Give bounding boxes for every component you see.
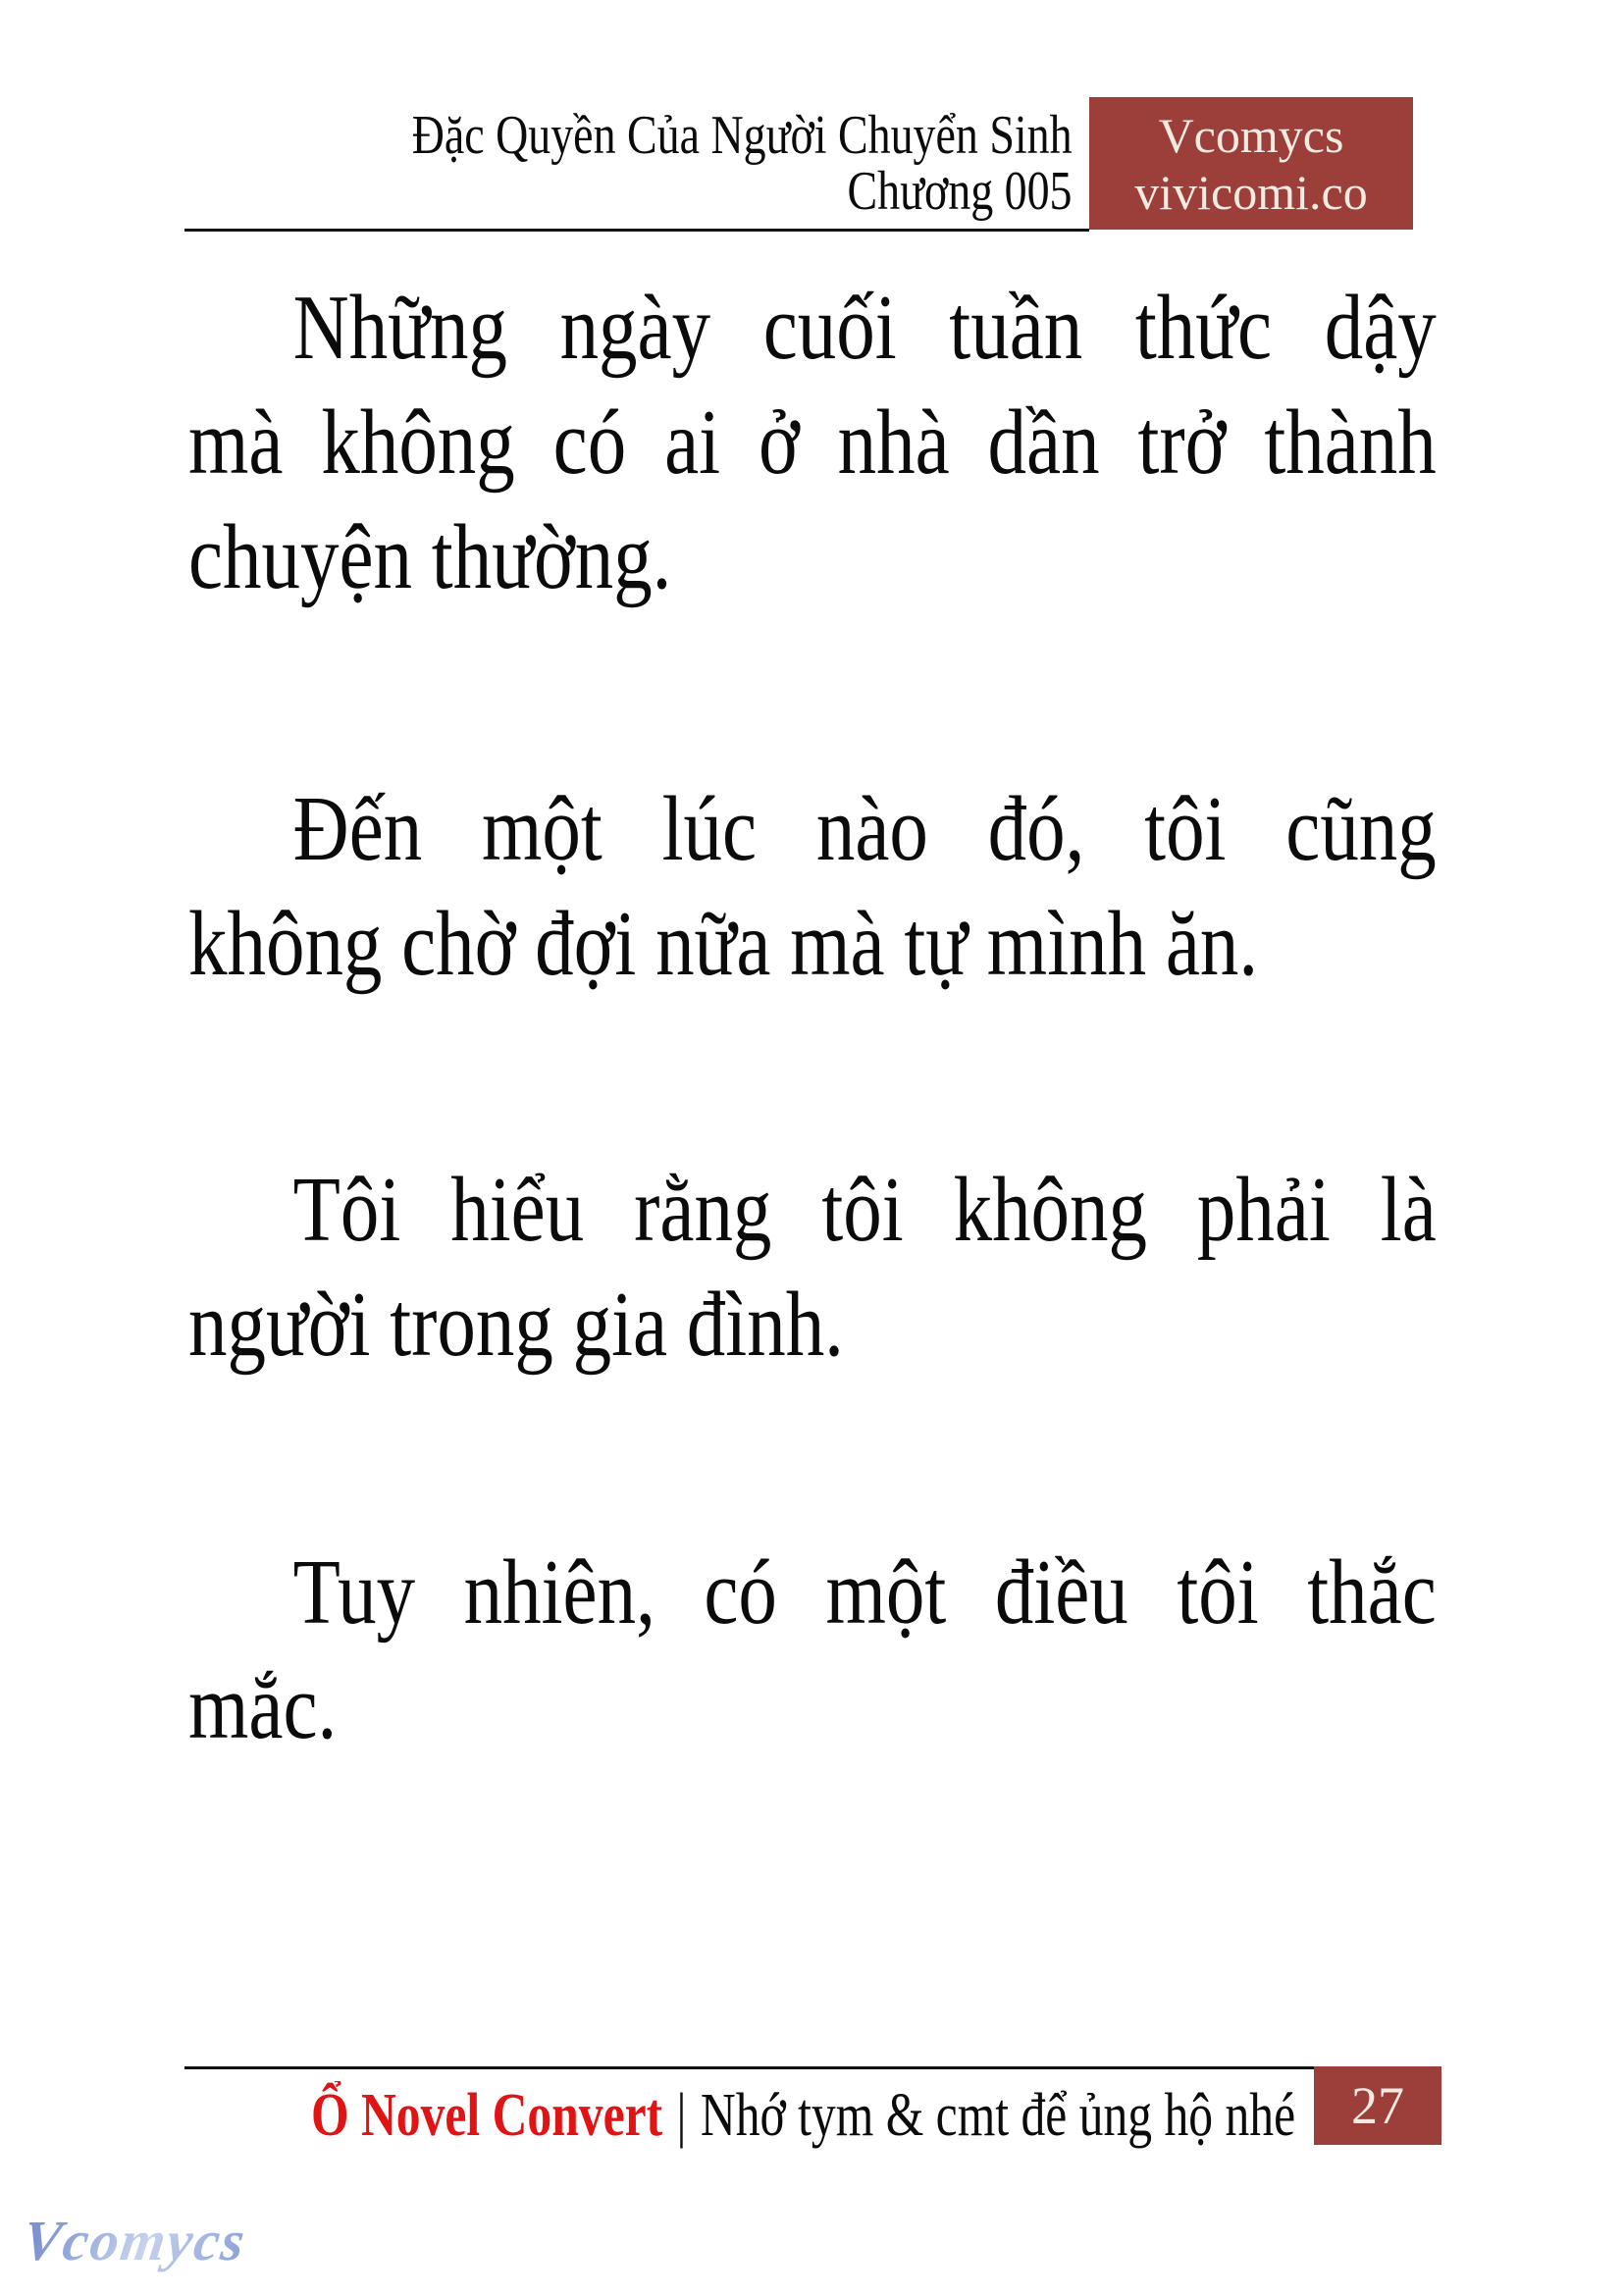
text-line: mà không có ai ở nhà dần trở thành [188,391,1437,494]
text-line: Những ngày cuối tuần thức dậy [292,277,1437,379]
text-line: người trong gia đình. [188,1274,844,1376]
text-line: Tuy nhiên, có một điều tôi thắc [292,1541,1437,1643]
text-line: chuyện thường. [188,506,672,608]
vcomycs-watermark-logo: Vcomycs [19,2209,251,2272]
footer-divider-line [184,2066,1314,2069]
footer-credit [311,2084,1295,2147]
site-badge-url: vivicomi.co [1134,165,1368,220]
page-number-badge: 27 [1314,2066,1441,2145]
paragraph [188,1536,1437,1765]
converter-credit: Ổ Novel Convert [311,2082,663,2149]
footer-separator: | [676,2082,687,2149]
paragraph [188,772,1437,1002]
text-line: không chờ đợi nữa mà tự mình ăn. [188,893,1259,995]
text-line: mắc. [188,1656,338,1758]
text-line: Đến một lúc nào đó, tôi cũng [292,778,1437,880]
chapter-number: Chương 005 [847,161,1073,222]
paragraph [188,271,1437,615]
site-badge-name: Vcomycs [1158,108,1344,163]
text-line: Tôi hiểu rằng tôi không phải là [292,1159,1437,1261]
paragraph [188,1153,1437,1382]
series-title: Đặc Quyền Của Người Chuyển Sinh [412,105,1073,166]
support-message: Nhớ tym & cmt để ủng hộ nhé [700,2082,1296,2149]
